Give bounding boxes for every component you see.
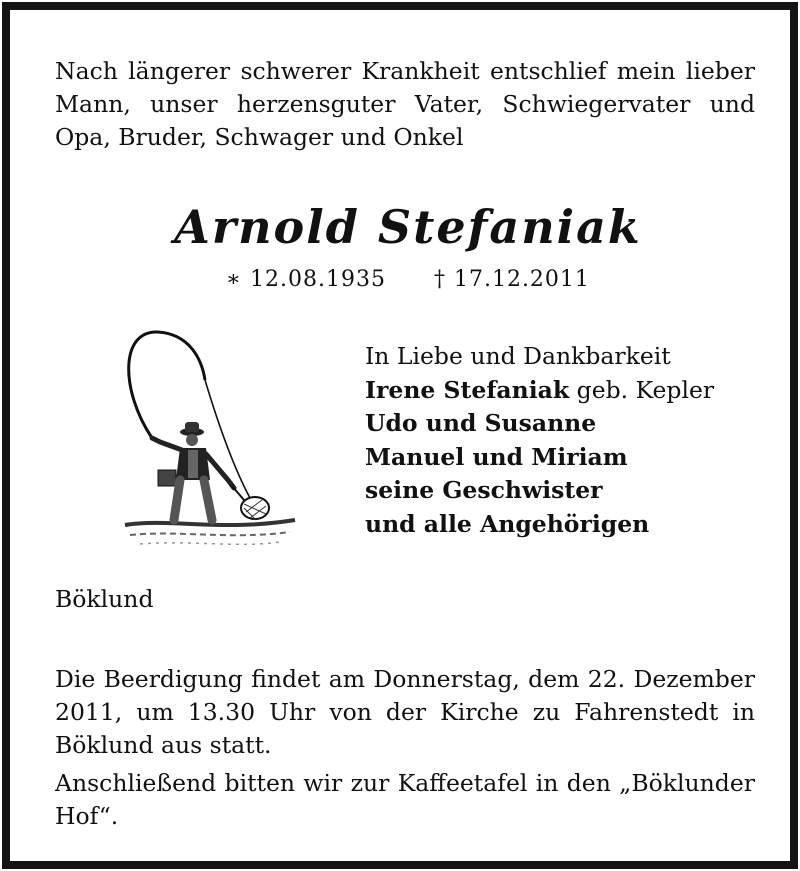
- birth-date: ∗ 12.08.1935: [226, 267, 386, 292]
- mourner-line: Udo und Susanne: [365, 409, 597, 437]
- death-date: † 17.12.2011: [433, 267, 590, 292]
- intro-line-3: Opa, Bruder, Schwager und Onkel: [55, 123, 464, 151]
- fly-fisherman-icon: [110, 320, 310, 560]
- coffee-info: [55, 767, 755, 833]
- mourner-line: seine Geschwister: [365, 476, 603, 504]
- intro-line-2: Mann, unser herzensguter Vater, Schwiegervater und: [55, 90, 755, 118]
- mourners-list: [365, 340, 765, 541]
- intro-text: [55, 55, 755, 154]
- widow-name: Irene Stefaniak: [365, 375, 570, 404]
- obituary-notice: [2, 2, 798, 869]
- mourners-intro: In Liebe und Dankbarkeit: [365, 342, 671, 370]
- funeral-info: [55, 663, 755, 762]
- widow-maiden-name: geb. Kepler: [569, 375, 715, 404]
- coffee-line-1: Anschließend bitten wir zur Kaffeetafel in den „Böklunder: [55, 769, 755, 797]
- deceased-name: Arnold Stefaniak: [174, 200, 642, 254]
- life-dates: [10, 267, 800, 292]
- intro-line-1: Nach längerer schwerer Krankheit entschlief mein lieber: [55, 57, 755, 85]
- place-name: Böklund: [55, 585, 154, 613]
- mourner-line: Manuel und Miriam: [365, 442, 628, 471]
- mourner-widow: [365, 374, 765, 408]
- coffee-line-2: Hof“.: [55, 802, 119, 830]
- funeral-line-2: 2011, um 13.30 Uhr von der Kirche zu Fahrenstedt in: [55, 698, 755, 726]
- funeral-line-3: Böklund aus statt.: [55, 731, 272, 759]
- funeral-line-1: Die Beerdigung findet am Donnerstag, dem 22. Dezember: [55, 665, 755, 693]
- mourner-line: und alle Angehörigen: [365, 509, 650, 538]
